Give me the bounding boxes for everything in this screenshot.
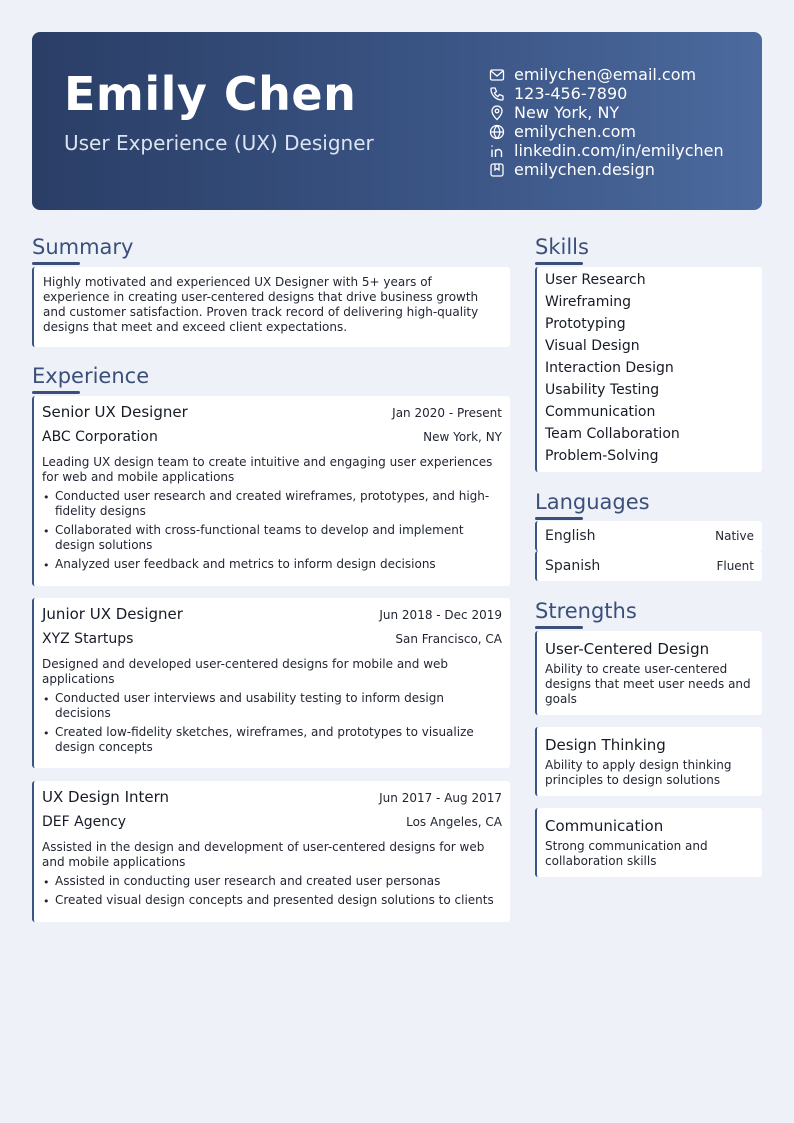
contact-portfolio[interactable] [489,160,754,179]
job-bullet: • Created low-fidelity sketches, wireframes, and prototypes to visualize design concepts [42,725,502,755]
phone-icon [489,86,505,102]
skill-item: Problem-Solving [545,448,659,464]
mail-icon [489,67,505,83]
skill-item: User Research [545,272,646,288]
job-bullet: • Collaborated with cross-functional teams to develop and implement design solutions [42,523,502,553]
contact-location [489,103,754,122]
skill-item: Wireframing [545,294,632,310]
strength-title: User-Centered Design [545,640,710,658]
strength-item [535,631,762,715]
skills-heading: Skills [535,235,589,259]
contact-linkedin-text: linkedin.com/in/emilychen [514,141,724,160]
job-bullets [42,874,502,908]
experience-item [32,598,510,768]
strength-title: Communication [545,817,664,835]
language-level: Fluent [716,559,754,573]
contact-list [489,65,754,179]
strength-title: Design Thinking [545,736,666,754]
job-description: Designed and developed user-centered designs for mobile and web applications [42,657,449,686]
contact-website[interactable] [489,122,754,141]
skill-item: Communication [545,404,656,420]
job-dates: Jan 2020 - Present [392,406,502,420]
linkedin-icon [489,143,505,159]
strength-description: Ability to create user-centered designs that meet user needs and goals [545,662,751,706]
contact-email[interactable] [489,65,754,84]
job-company: XYZ Startups [42,631,134,647]
job-dates: Jun 2017 - Aug 2017 [379,791,502,805]
language-item [535,521,762,551]
job-bullet: • Assisted in conducting user research and created user personas [42,874,502,889]
strength-item [535,727,762,796]
experience-item [32,781,510,922]
job-title: Senior UX Designer [42,403,188,421]
job-location: Los Angeles, CA [406,815,502,829]
languages-heading: Languages [535,490,650,514]
job-bullet: • Conducted user research and created wireframes, prototypes, and high-fidelity designs [42,489,502,519]
job-bullet: • Analyzed user feedback and metrics to inform design decisions [42,557,502,572]
job-company: ABC Corporation [42,429,158,445]
job-dates: Jun 2018 - Dec 2019 [379,608,502,622]
skill-item: Prototyping [545,316,626,332]
strength-description: Strong communication and collaboration skills [545,839,708,868]
summary-text: Highly motivated and experienced UX Designer with 5+ years of experience in creating user-centered designs that drive business growth and customer satisfaction. Proven track record of delivering high-quality designs that meet and exceed client expectations. [43,275,479,334]
job-bullets [42,691,502,755]
skill-item: Visual Design [545,338,640,354]
candidate-role: User Experience (UX) Designer [64,131,374,155]
candidate-name: Emily Chen [64,67,357,121]
contact-linkedin[interactable] [489,141,754,160]
summary-card [32,267,510,347]
job-company: DEF Agency [42,814,127,830]
portfolio-icon [489,162,505,178]
language-name: English [545,528,596,544]
resume-header [32,32,762,210]
summary-heading: Summary [32,235,134,259]
language-item [535,551,762,581]
job-location: San Francisco, CA [395,632,502,646]
skill-item: Interaction Design [545,360,674,376]
job-title: Junior UX Designer [42,605,183,623]
job-bullets [42,489,502,572]
skill-item: Team Collaboration [545,426,680,442]
contact-email-text: emilychen@email.com [514,65,697,84]
job-location: New York, NY [423,430,502,444]
strength-description: Ability to apply design thinking principles to design solutions [545,758,732,787]
job-description: Assisted in the design and development of user-centered designs for web and mobile applications [42,840,485,869]
contact-website-text: emilychen.com [514,122,636,141]
skill-item: Usability Testing [545,382,660,398]
job-bullet: • Created visual design concepts and presented design solutions to clients [42,893,502,908]
language-level: Native [715,529,754,543]
location-pin-icon [489,105,505,121]
globe-icon [489,124,505,140]
strengths-heading: Strengths [535,599,637,623]
job-description: Leading UX design team to create intuitive and engaging user experiences for web and mobile applications [42,455,493,484]
strength-item [535,808,762,877]
experience-item [32,396,510,586]
skills-card [535,267,762,472]
contact-phone[interactable] [489,84,754,103]
contact-portfolio-text: emilychen.design [514,160,655,179]
language-name: Spanish [545,558,601,574]
contact-phone-text: 123-456-7890 [514,84,628,103]
job-title: UX Design Intern [42,788,170,806]
experience-heading: Experience [32,364,150,388]
contact-location-text: New York, NY [514,103,620,122]
job-bullet: • Conducted user interviews and usability testing to inform design decisions [42,691,502,721]
